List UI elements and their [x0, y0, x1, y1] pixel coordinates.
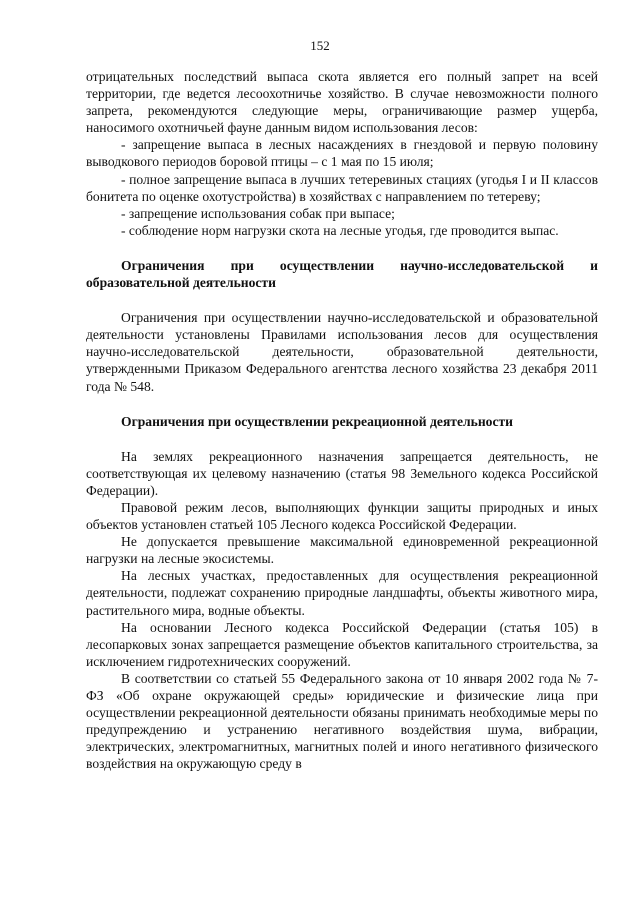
paragraph: На землях рекреационного назначения запрещается деятельность, не соответствующая их целевому назначению (статья 98 Земельного кодекса Российской Федерации). [86, 448, 598, 498]
paragraph: отрицательных последствий выпаса скота является его полный запрет на всей территории, где ведется лесоохотничье хозяйство. В случае невозможности полного запрета, рекомендуются следующие меры, ограничивающие размер ущерба, наносимого охотничьей фауне данным видом использования лесов: [86, 69, 598, 136]
list-item: - полное запрещение выпаса в лучших тетеревиных стациях (угодья I и II классов бонитета по оценке охотустройства) в хозяйствах с направлением по тетереву; [86, 171, 598, 204]
list-item: - запрещение использования собак при выпасе; [121, 205, 395, 221]
section-heading: Ограничения при осуществлении рекреационной деятельности [121, 413, 513, 429]
paragraph: На лесных участках, предоставленных для осуществления рекреационной деятельности, подлежат сохранению природные ландшафты, объекты животного мира, растительного мира, водные объекты. [86, 568, 598, 618]
section-heading: Ограничения при осуществлении научно-исследовательской и образовательной деятельности [86, 257, 598, 291]
list-item: - соблюдение норм нагрузки скота на лесные угодья, где проводится выпас. [121, 222, 559, 238]
paragraph: В соответствии со статьей 55 Федерального закона от 10 января 2002 года № 7-ФЗ «Об охране окружающей среды» юридические и физические лица при осуществлении рекреационной деятельности обязаны принимать необходимые меры по предупреждению и устранению негативного воздействия шума, вибрации, электрических, электромагнитных, магнитных полей и иного негативного физического воздействия на окружающую среду в [86, 670, 598, 772]
page-number: 152 [310, 38, 330, 53]
paragraph: Ограничения при осуществлении научно-исследовательской и образовательной деятельности установлены Правилами использования лесов для осуществления научно-исследовательской деятельности, образовательной деятельности, утвержденными Приказом Федерального агентства лесного хозяйства 23 декабря 2011 года № 548. [86, 310, 598, 394]
list-item: - запрещение выпаса в лесных насаждениях в гнездовой и первую половину выводкового периодов боровой птицы – с 1 мая по 15 июля; [86, 137, 598, 170]
page-content [86, 68, 598, 772]
paragraph: Не допускается превышение максимальной единовременной рекреационной нагрузки на лесные экосистемы. [86, 534, 598, 567]
paragraph: Правовой режим лесов, выполняющих функции защиты природных и иных объектов установлен статьей 105 Лесного кодекса Российской Федерации. [86, 499, 598, 533]
paragraph: На основании Лесного кодекса Российской Федерации (статья 105) в лесопарковых зонах запрещается размещение объектов капитального строительства, за исключением гидротехнических сооружений. [86, 619, 598, 669]
